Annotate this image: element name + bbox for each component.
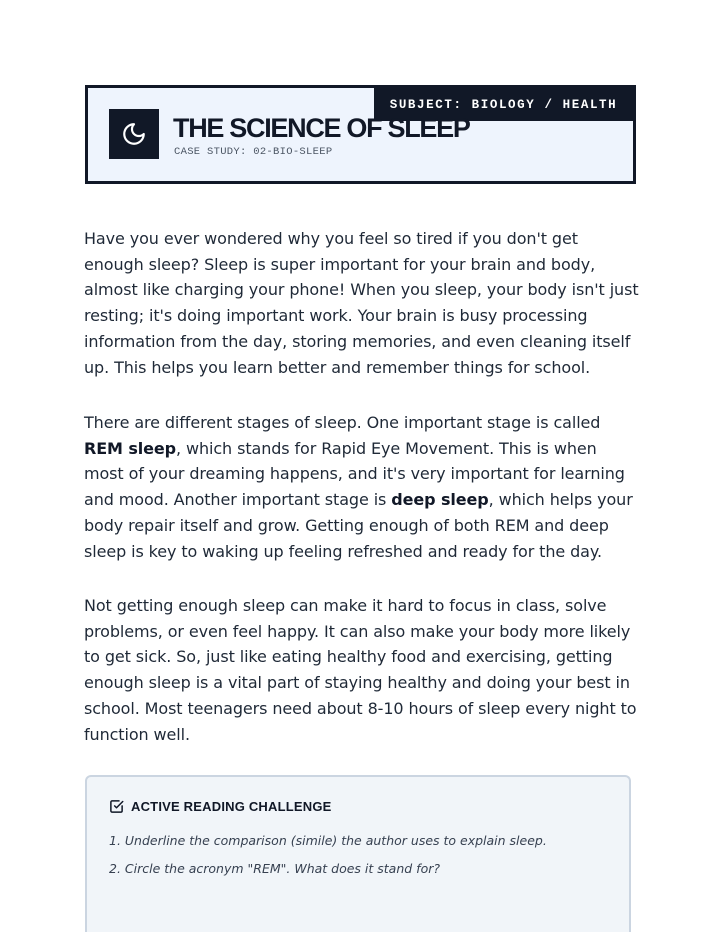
challenge-header: [109, 799, 332, 814]
checkbox-icon: [109, 799, 124, 814]
term-rem-sleep: REM sleep: [84, 438, 177, 458]
paragraph-stages: [84, 410, 640, 564]
paragraph-stages-text: , which helps your body repair itself and grow. Getting enough of both REM and deep sleep is key to waking up feeling refreshed and ready for the day.: [84, 490, 633, 561]
paragraph-stages-text: There are different stages of sleep. One important stage is called: [84, 413, 601, 432]
paragraph-intro: Have you ever wondered why you feel so tired if you don't get enough sleep? Sleep is super important for your brain and body, almost like charging your phone! When you sleep, your body isn't just resting; it's doing important work. Your brain is busy processing information from the day, storing memories, and even cleaning itself up. This helps you learn better and remember things for school.: [84, 229, 639, 377]
reading-challenge-box: [85, 775, 631, 932]
challenge-task: 2. Circle the acronym "REM". What does it stand for?: [109, 861, 440, 876]
challenge-task: 1. Underline the comparison (simile) the author uses to explain sleep.: [109, 833, 547, 848]
moon-icon: [121, 121, 147, 147]
term-deep-sleep: deep sleep: [391, 490, 489, 510]
moon-icon-box: [109, 109, 159, 159]
page-title: THE SCIENCE OF SLEEP: [173, 113, 470, 143]
case-study-id: CASE STUDY: 02-BIO-SLEEP: [174, 146, 333, 158]
header-card: [85, 85, 636, 184]
challenge-title: ACTIVE READING CHALLENGE: [131, 799, 332, 814]
paragraph-stages-text: , which stands for Rapid Eye Movement. This is when most of your dreaming happens, and it's very important for learning and mood. Another important stage is: [84, 438, 625, 510]
paragraph-consequences: Not getting enough sleep can make it hard to focus in class, solve problems, or even feel happy. It can also make your body more likely to get sick. So, just like eating healthy food and exercising, getting enough sleep is a vital part of staying healthy and doing your best in school. Most teenagers need about 8-10 hours of sleep every night to function well.: [84, 596, 637, 744]
subject-tag: SUBJECT: BIOLOGY / HEALTH: [374, 88, 633, 121]
